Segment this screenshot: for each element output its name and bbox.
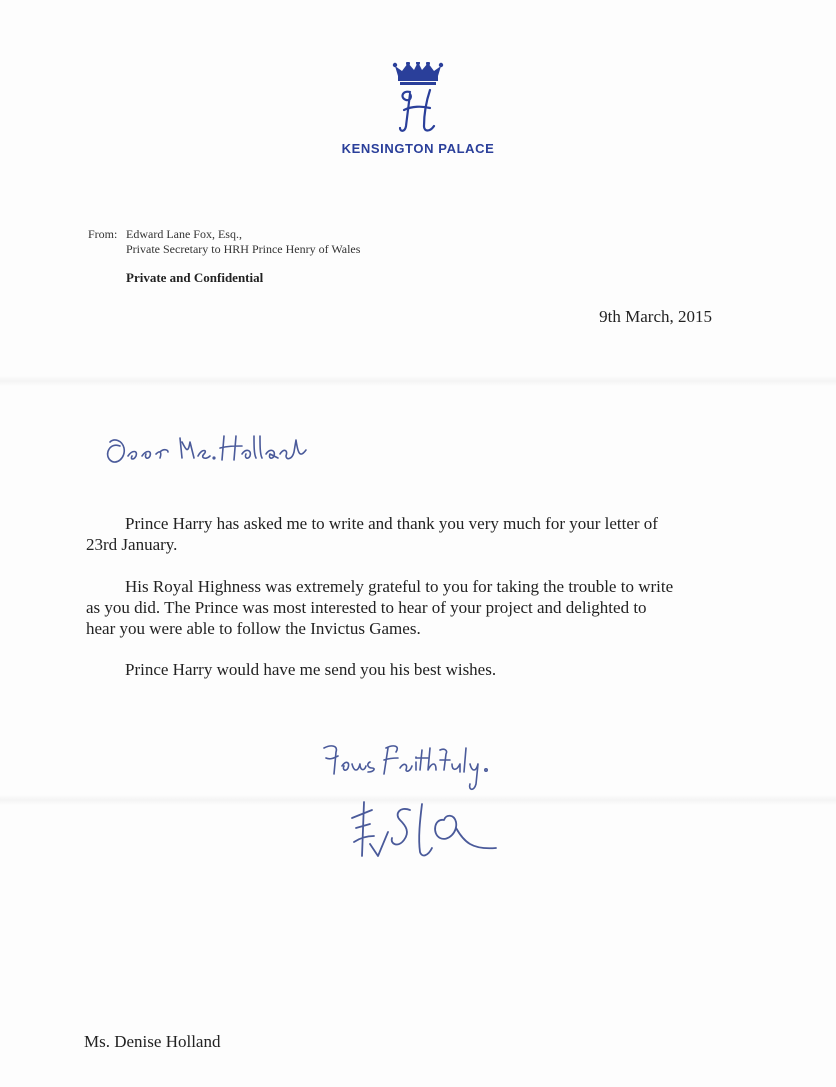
body-line: Prince Harry would have me send you his best wishes. — [125, 660, 497, 679]
crown-icon — [393, 62, 443, 85]
body-line: hear you were able to follow the Invictus Games. — [86, 619, 421, 638]
body-line: His Royal Highness was extremely grateful to you for taking the trouble to write — [125, 577, 674, 596]
signature — [348, 798, 508, 873]
letter-date: 9th March, 2015 — [599, 307, 712, 326]
h-monogram-icon — [400, 90, 434, 131]
classification-heading: Private and Confidential — [126, 270, 264, 285]
body-paragraph-1 — [86, 513, 726, 555]
handwriting-salutation-icon — [102, 428, 312, 474]
body-line: 23rd January. — [86, 535, 178, 554]
body-paragraph-3 — [86, 659, 726, 680]
letterhead-caption: KENSINGTON PALACE — [341, 141, 495, 156]
handwritten-closing — [320, 740, 500, 805]
signature-icon — [348, 798, 508, 868]
crown-monogram-icon — [388, 62, 448, 138]
sender-name: Edward Lane Fox, Esq., — [126, 227, 242, 241]
paper-fold — [0, 376, 836, 386]
recipient-name: Ms. Denise Holland — [84, 1032, 221, 1051]
handwriting-closing-icon — [320, 740, 500, 800]
body-paragraph-2 — [86, 576, 726, 639]
from-label: From: — [88, 227, 118, 241]
body-line: Prince Harry has asked me to write and thank you very much for your letter of — [125, 514, 658, 533]
sender-title: Private Secretary to HRH Prince Henry of Wales — [126, 242, 361, 256]
body-line: as you did. The Prince was most interested to hear of your project and delighted to — [86, 598, 647, 617]
royal-crest — [0, 62, 836, 138]
handwritten-salutation — [102, 428, 312, 479]
